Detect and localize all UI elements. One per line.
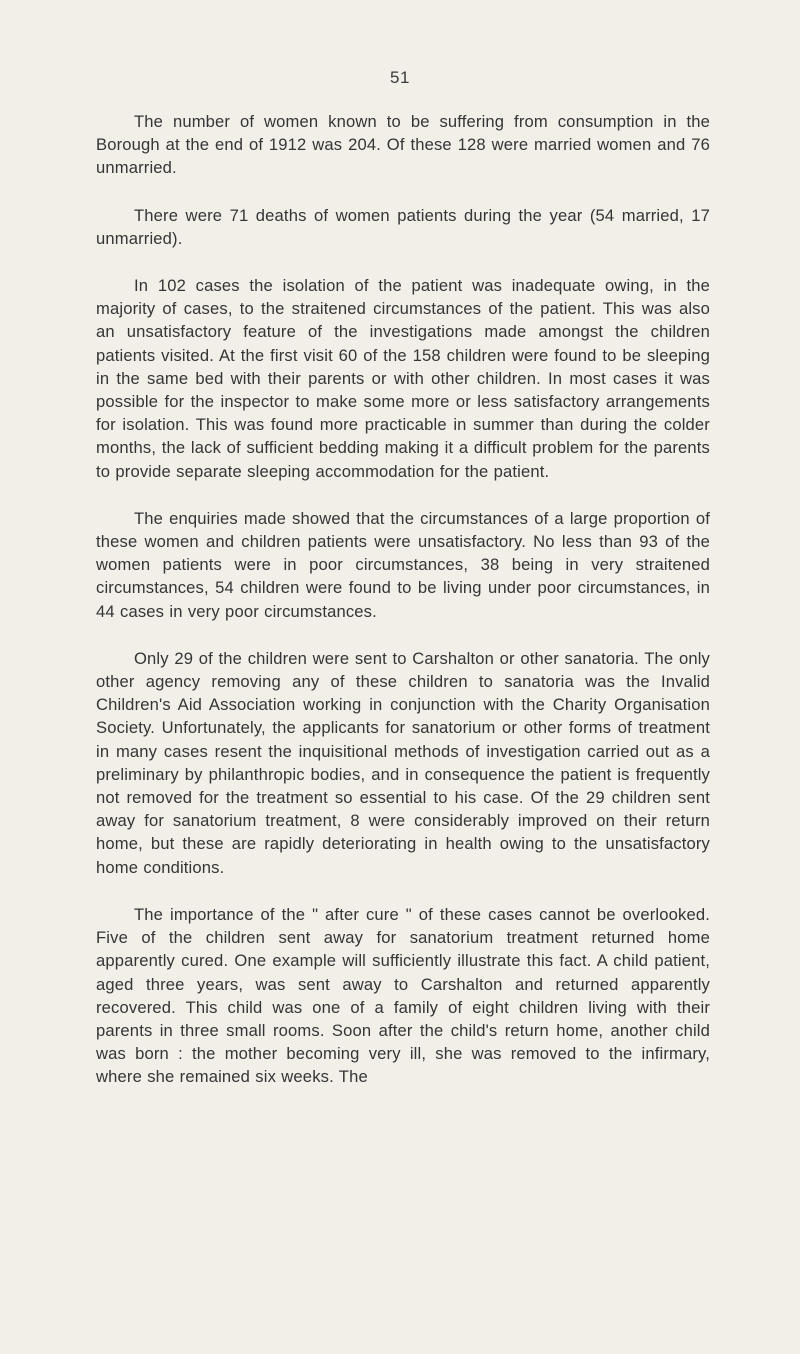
paragraph-after-cure: The importance of the " after cure " of these cases cannot be overlooked. Five of the children sent away for sanatorium treatment returned home apparently cured. One example will sufficiently illustrate this fact. A child patient, aged three years, was sent away to Carshalton and returned apparently recovered. This child was one of a family of eight children living with their parents in three small rooms. Soon after the child's return home, another child was born : the mother becoming very ill, she was removed to the infirmary, where she remained six weeks. The [96,904,710,1087]
body-text [96,110,710,1113]
page-number: 51 [390,68,410,87]
paragraph-deaths: There were 71 deaths of women patients during the year (54 married, 17 unmarried). [96,205,710,248]
paragraph-isolation: In 102 cases the isolation of the patient was inadequate owing, in the majority of cases, to the straitened circumstances of the patient. This was also an unsatisfactory feature of the investigations made amongst the children patients visited. At the first visit 60 of the 158 children were found to be sleeping in the same bed with their parents or with other children. In most cases it was possible for the inspector to make some more or less satisfactory arrangements for isolation. This was found more practicable in summer than during the colder months, the lack of sufficient bedding making it a difficult problem for the parents to provide separate sleeping accommodation for the patient. [96,276,710,481]
paragraph-consumption-count: The number of women known to be suffering from consumption in the Borough at the end of 1912 was 204. Of these 128 were married women and 76 unmarried. [96,112,710,178]
paragraph-sanatoria: Only 29 of the children were sent to Carshalton or other sanatoria. The only other agency removing any of these children to sanatoria was the Invalid Children's Aid Association working in conjunction with the Charity Organisation Society. Unfortunately, the applicants for sanatorium or other forms of treatment in many cases resent the inquisitional methods of investigation carried out as a preliminary by philanthropic bodies, and in consequence the patient is frequently not removed for the treatment so essential to his case. Of the 29 children sent away for sanatorium treatment, 8 were considerably improved on their return home, but these are rapidly deteriorating in health owing to the unsatisfactory home conditions. [96,648,710,877]
paragraph-circumstances: The enquiries made showed that the circumstances of a large proportion of these women and children patients were unsatisfactory. No less than 93 of the women patients were in poor circumstances, 38 being in very straitened circumstances, 54 children were found to be living under poor circumstances, in 44 cases in very poor circumstances. [96,508,710,621]
